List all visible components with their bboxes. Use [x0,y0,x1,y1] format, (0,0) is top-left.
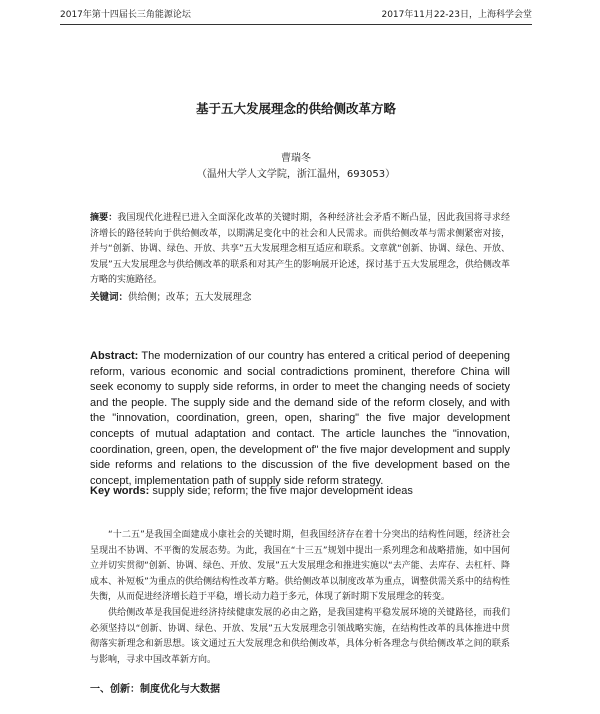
header-date-venue: 2017年11月22-23日，上海科学会堂 [381,10,532,20]
chinese-keywords-text: 供给侧；改革；五大发展理念 [128,292,252,303]
english-abstract-text: The modernization of our country has entered a critical period of deepening reform, various economic and social contradictions prominent, therefore China will seek economy to supply side reforms, in order to meet the changing needs of society and the people. The supply side and the demand side of the reform closely, and with the "innovation, coordination, green, open, sharing" the five major development concepts of mutual adaptation and contact. The article launches the "innovation, coordination, green, open, the development of" the five major development and supply side reforms and relations to the discussion of the five development based on the concept, implementation path of supply side reform strategy. [90,350,510,487]
english-abstract [90,349,510,489]
english-abstract-label: Abstract: [90,350,139,362]
header-conference: 2017年第十四届长三角能源论坛 [60,10,191,20]
chinese-abstract-label: 摘要： [90,213,118,223]
english-keywords-text: supply side; reform; the five major development ideas [149,485,413,497]
chinese-abstract-text: 我国现代化进程已进入全面深化改革的关键时期，各种经济社会矛盾不断凸显，因此我国将寻求经济增长的路径转向于供给侧改革，以期满足变化中的社会和人民需求。而供给侧改革与需求侧紧密对接，并与“创新、协调、绿色、开放、共享”五大发展理念相互适应和联系。文章就“创新、协调、绿色、开放、发展”五大发展理念与供给侧改革的联系和对其产生的影响展开论述，探讨基于五大发展理念，供给侧改革方略的实施路径。 [90,213,510,285]
author-affiliation: （温州大学人文学院，浙江温州，693053） [196,169,396,180]
header-divider [60,24,532,25]
chinese-abstract [90,211,510,289]
author-name: 曹瑞冬 [281,153,311,164]
english-keywords [90,484,510,499]
section-heading-1: 一、创新：制度优化与大数据 [90,684,220,695]
chinese-keywords [90,290,510,305]
paper-title: 基于五大发展理念的供给侧改革方略 [195,101,396,116]
body-paragraph-1: “十二五”是我国全面建成小康社会的关键时期，但我国经济存在着十分突出的结构性问题，经济社会呈现出不协调、不平衡的发展态势。为此，我国在“十三五”规划中提出一系列理念和战略措施，如中国何立并切实贯彻“创新、协调、绿色、开放、发展”五大发展理念和推进实施以“去产能、去库存、去杠杆、降成本、补短板”为重点的供给侧结构性改革方略。供给侧改革以制度改革为重点，调整供需关系中的结构性失衡，从而促进经济增长趋于平稳，增长动力趋于多元，体现了新时期下发展理念的转变。 [90,530,510,602]
english-keywords-label: Key words: [90,485,150,497]
body-paragraph-2: 供给侧改革是我国促进经济持续健康发展的必由之路，是我国建构平稳发展环境的关键路径，而我们必须坚持以“创新、协调、绿色、开放、发展”五大发展理念引领战略实施，在结构性改革的具体推进中贯彻落实新理念和新思想。该文通过五大发展理念和供给侧改革，具体分析各理念与供给侧改革之间的联系与影响，寻求中国改革新方向。 [90,608,510,665]
chinese-keywords-label: 关键词： [90,292,129,303]
running-header [60,9,532,25]
